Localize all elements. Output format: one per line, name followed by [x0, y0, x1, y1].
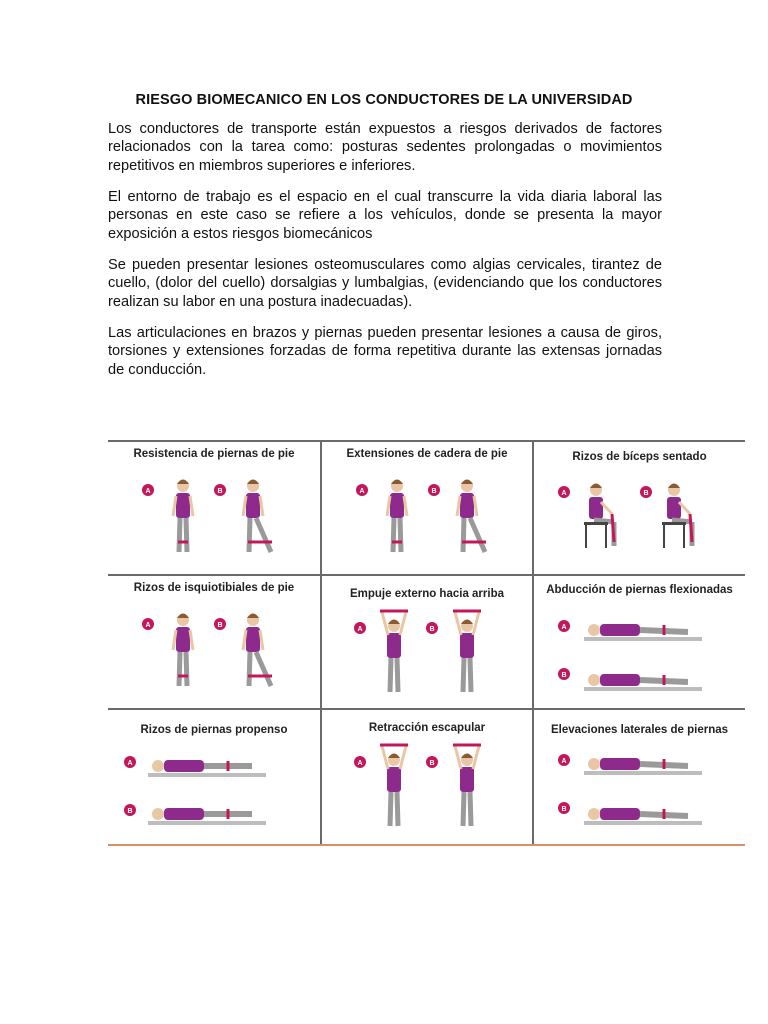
figure-torso	[246, 627, 260, 652]
figure-torso	[387, 767, 401, 792]
figure-hair	[391, 480, 403, 485]
exercise-illustration	[108, 576, 320, 708]
figure-leg	[179, 518, 180, 552]
exercise-illustration	[534, 442, 745, 574]
exercise-illustration	[322, 442, 532, 574]
exercise-title: Rizos de bíceps sentado	[572, 451, 707, 463]
badge-letter: A	[357, 760, 363, 767]
exercise-title: Retracción escapular	[368, 722, 486, 734]
exercise-cell	[534, 442, 745, 574]
badge-letter: B	[561, 672, 567, 679]
figure-torso	[667, 497, 681, 519]
badge-letter: A	[127, 760, 133, 767]
figure-torso	[176, 493, 190, 518]
exercise-illustration	[108, 442, 320, 574]
figure-hair	[461, 620, 473, 625]
badge-letter: B	[217, 622, 223, 629]
figure-torso	[387, 633, 401, 658]
figure-arm	[173, 496, 176, 516]
figure-leg	[249, 652, 250, 686]
figure-hair	[590, 484, 602, 489]
figure-hair	[668, 484, 680, 489]
figure-torso	[460, 767, 474, 792]
figure-arm	[455, 612, 461, 635]
exercise-cell	[322, 442, 532, 574]
paragraph-3: Se pueden presentar lesiones osteomusculares como algias cervicales, tirantez de cuello, (dolor del cuello) dorsalgias y lumbalgias, (evidenciando que los conductores realizan su labor en una postura inadecuadas).	[108, 257, 662, 310]
badge-letter: A	[561, 490, 567, 497]
figure-leg	[256, 652, 271, 686]
paragraph-1: Los conductores de transporte están expuestos a riesgos derivados de factores relacionados con la tarea como: posturas sedentes prolongadas o movimientos repetitivos en miembros superiores e inferiores.	[108, 121, 662, 174]
figure-hair	[461, 480, 473, 485]
figure-torso	[246, 493, 260, 518]
exercise-cell	[322, 710, 532, 842]
exercise-illustration	[534, 576, 745, 708]
figure-arm	[260, 496, 263, 516]
badge-letter: A	[561, 624, 567, 631]
figure-torso	[176, 627, 190, 652]
figure-torso	[460, 493, 474, 518]
figure-leg	[390, 792, 391, 826]
badge-letter: A	[145, 488, 151, 495]
figure-hair	[177, 614, 189, 619]
figure-hair	[247, 614, 259, 619]
paragraph-2: El entorno de trabajo es el espacio en el cual transcurre la vida diaria laboral las personas en este caso se refiere a los vehículos, donde se presenta la mayor exposición a estos riesgos biomecánicos	[108, 189, 662, 242]
badge-letter: B	[217, 488, 223, 495]
badge-letter: B	[643, 490, 649, 497]
badge-letter: A	[145, 622, 151, 629]
figure-arm	[473, 746, 479, 769]
figure-leg	[186, 518, 187, 552]
figure-leg	[390, 658, 391, 692]
figure-torso	[600, 808, 640, 820]
figure-arm	[473, 612, 479, 635]
figure-arm	[243, 496, 246, 516]
exercise-title: Abducción de piernas flexionadas	[546, 584, 733, 596]
chair-seat	[584, 522, 608, 525]
badge-letter: B	[431, 488, 437, 495]
figure-leg	[463, 792, 464, 826]
exercise-mat	[148, 821, 266, 825]
exercise-illustration	[108, 710, 320, 842]
figure-arm	[382, 612, 388, 635]
exercise-cell	[534, 576, 745, 708]
figure-arm	[190, 496, 193, 516]
figure-head	[152, 760, 164, 772]
badge-letter: A	[561, 758, 567, 765]
exercise-mat	[584, 771, 702, 775]
exercise-illustration	[322, 710, 532, 842]
figure-hair	[247, 480, 259, 485]
figure-leg	[397, 792, 398, 826]
figure-arm	[474, 496, 477, 516]
page-title: RIESGO BIOMECANICO EN LOS CONDUCTORES DE LA UNIVERSIDAD	[135, 92, 633, 108]
figure-arm	[400, 746, 406, 769]
figure-head	[152, 808, 164, 820]
figure-leg	[463, 658, 464, 692]
figure-torso	[390, 493, 404, 518]
figure-arm	[190, 630, 193, 650]
figure-torso	[589, 497, 603, 519]
exercise-cell	[108, 576, 320, 708]
exercise-mat	[584, 637, 702, 641]
figure-leg	[186, 652, 187, 686]
figure-hair	[177, 480, 189, 485]
figure-hair	[388, 754, 400, 759]
exercise-cell	[322, 576, 532, 708]
figure-arm	[243, 630, 246, 650]
badge-letter: B	[429, 626, 435, 633]
badge-letter: B	[561, 806, 567, 813]
figure-arm	[455, 746, 461, 769]
exercise-title: Extensiones de cadera de pie	[346, 448, 508, 460]
figure-leg	[179, 652, 180, 686]
exercise-title: Rizos de isquiotibiales de pie	[133, 582, 295, 594]
badge-letter: A	[357, 626, 363, 633]
figure-torso	[600, 758, 640, 770]
exercise-mat	[148, 773, 266, 777]
exercise-title: Elevaciones laterales de piernas	[550, 724, 729, 736]
figure-head	[588, 624, 600, 636]
figure-head	[588, 808, 600, 820]
figure-leg	[397, 658, 398, 692]
figure-arm	[404, 496, 407, 516]
figure-hair	[461, 754, 473, 759]
figure-leg	[256, 518, 271, 552]
figure-head	[588, 674, 600, 686]
figure-arm	[457, 496, 460, 516]
figure-torso	[460, 633, 474, 658]
figure-arm	[400, 612, 406, 635]
figure-arm	[260, 630, 263, 650]
badge-letter: A	[359, 488, 365, 495]
exercise-title: Empuje externo hacia arriba	[349, 588, 505, 600]
figure-leg	[470, 658, 471, 692]
badge-letter: B	[429, 760, 435, 767]
exercise-mat	[584, 687, 702, 691]
figure-torso	[600, 674, 640, 686]
resistance-band	[612, 514, 614, 542]
paragraph-4: Las articulaciones en brazos y piernas pueden presentar lesiones a causa de giros, torsiones y extensiones forzadas de forma repetitiva durante las extensas jornadas de conducción.	[108, 325, 662, 378]
figure-leg	[470, 792, 471, 826]
figure-arm	[173, 630, 176, 650]
figure-torso	[600, 624, 640, 636]
chair-seat	[662, 522, 686, 525]
grid-line-bottom	[108, 844, 745, 846]
exercise-title: Resistencia de piernas de pie	[133, 448, 295, 460]
exercise-illustration	[534, 710, 745, 842]
figure-leg	[400, 518, 401, 552]
resistance-band	[690, 514, 692, 542]
figure-torso	[164, 808, 204, 820]
exercise-illustration	[322, 576, 532, 708]
exercise-mat	[584, 821, 702, 825]
exercise-cell	[534, 710, 745, 842]
figure-arm	[382, 746, 388, 769]
figure-hair	[388, 620, 400, 625]
exercise-title: Rizos de piernas propenso	[140, 724, 288, 736]
exercise-grid	[108, 440, 745, 846]
badge-letter: B	[127, 808, 133, 815]
figure-leg	[249, 518, 250, 552]
figure-torso	[164, 760, 204, 772]
figure-leg	[393, 518, 394, 552]
figure-head	[588, 758, 600, 770]
figure-leg	[470, 518, 485, 552]
figure-leg	[463, 518, 464, 552]
exercise-cell	[108, 442, 320, 574]
figure-arm	[387, 496, 390, 516]
exercise-cell	[108, 710, 320, 842]
